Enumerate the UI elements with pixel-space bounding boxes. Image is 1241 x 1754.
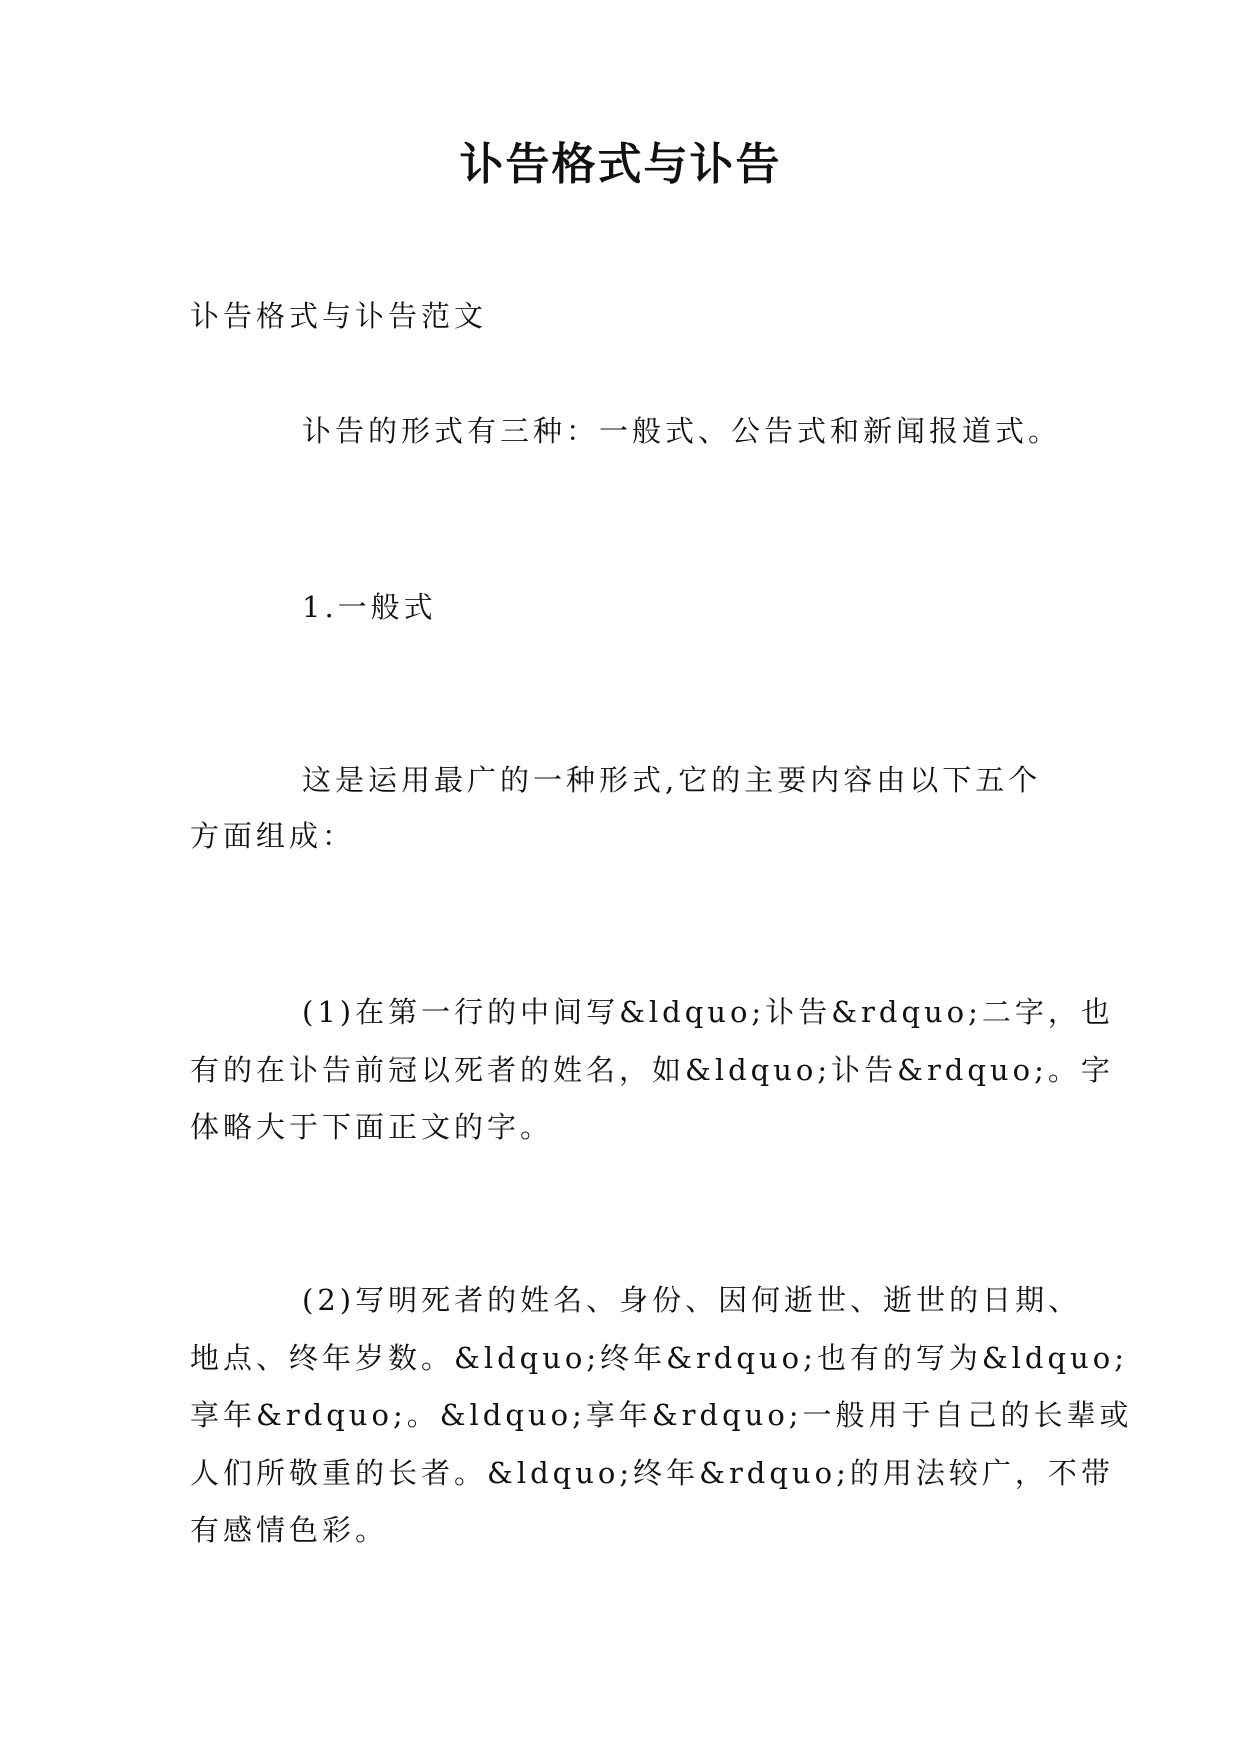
paragraph-line: 体略大于下面正文的字。 xyxy=(190,1110,554,1144)
paragraph-line: 方面组成： xyxy=(190,819,356,853)
paragraph-line: 这是运用最广的一种形式,它的主要内容由以下五个 xyxy=(302,763,1042,797)
paragraph-line: 人们所敬重的长者。&ldquo;终年&rdquo;的用法较广，不带 xyxy=(190,1456,1114,1490)
paragraph-line: 享年&rdquo;。&ldquo;享年&rdquo;一般用于自己的长辈或 xyxy=(190,1398,1133,1432)
paragraph-intro: 讣告的形式有三种：一般式、公告式和新闻报道式。 xyxy=(302,414,1062,448)
paragraph-line: (1)在第一行的中间写&ldquo;讣告&rdquo;二字，也 xyxy=(302,995,1114,1029)
document-title: 讣告格式与讣告 xyxy=(459,139,782,190)
paragraph-line: 地点、终年岁数。&ldquo;终年&rdquo;也有的写为&ldquo; xyxy=(190,1341,1128,1375)
paragraph-line: 有的在讣告前冠以死者的姓名，如&ldquo;讣告&rdquo;。字 xyxy=(190,1053,1114,1087)
subtitle: 讣告格式与讣告范文 xyxy=(190,299,488,333)
section-heading-general: 1.一般式 xyxy=(302,590,437,624)
paragraph-line: (2)写明死者的姓名、身份、因何逝世、逝世的日期、 xyxy=(302,1283,1082,1317)
paragraph-line: 有感情色彩。 xyxy=(190,1513,389,1547)
